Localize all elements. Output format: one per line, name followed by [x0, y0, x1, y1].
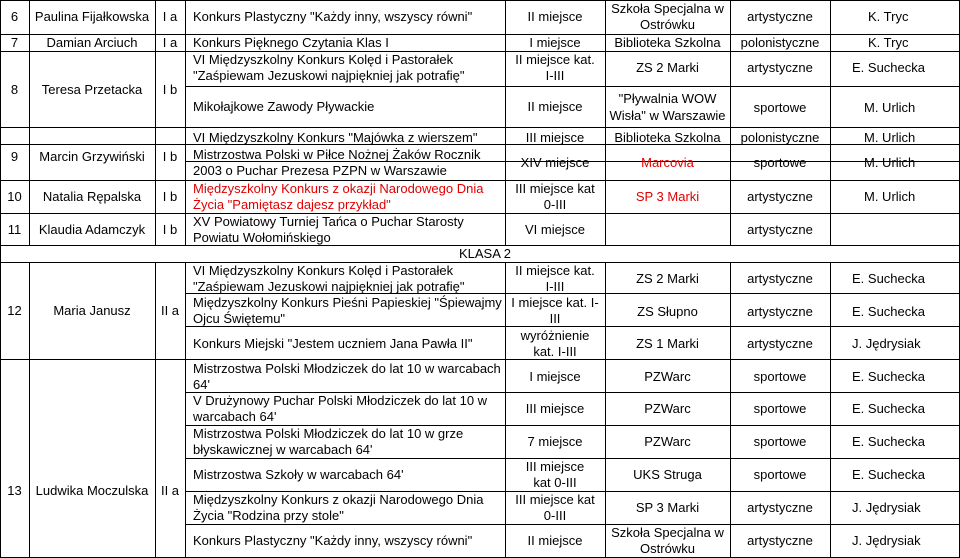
contest-name-line2: 2003 o Puchar Prezesa PZPN w Warszawie [193, 163, 447, 178]
placement-line2: kat. I-III [533, 344, 577, 359]
category: artystyczne [747, 271, 813, 286]
teacher: E. Suchecka [852, 467, 925, 482]
contest-name: V Drużynowy Puchar Polski Młodziczek do lat 10 w [193, 393, 488, 408]
class: I a [162, 35, 178, 50]
organizer: PZWarc [644, 434, 691, 449]
category: sportowe [753, 100, 807, 115]
class: II a [160, 483, 180, 498]
teacher: J. Jędrysiak [852, 533, 921, 548]
organizer: Szkoła Specjalna w [611, 1, 724, 16]
category: sportowe [753, 434, 807, 449]
contest-name-line2: Życia "Pamiętasz dajesz przykład" [193, 197, 391, 212]
category: polonistyczne [740, 35, 820, 50]
contest-name-line2: "Zaśpiewam Jezuskowi najpiękniej jak potrafię" [193, 279, 465, 294]
teacher: E. Suchecka [852, 434, 925, 449]
placement: II miejsce kat. [515, 52, 595, 67]
placement: II miejsce [527, 9, 583, 24]
row-number: 13 [7, 483, 22, 498]
teacher: M. Urlich [864, 189, 916, 204]
teacher: M. Urlich [864, 100, 916, 115]
contest-name-line2: warcabach 64' [193, 409, 277, 424]
category: artystyczne [747, 336, 813, 351]
placement-line2: I-III [545, 279, 565, 294]
organizer: ZS 2 Marki [636, 60, 699, 75]
row-number: 6 [10, 9, 19, 24]
category: artystyczne [747, 222, 813, 237]
row-number: 10 [7, 189, 22, 204]
contest-name: Konkurs Plastyczny "Każdy inny, wszyscy równi" [193, 9, 473, 24]
student-name: Maria Janusz [53, 303, 131, 318]
organizer: Biblioteka Szkolna [614, 35, 721, 50]
teacher: E. Suchecka [852, 60, 925, 75]
contest-name: Mistrzostwa Polski Młodziczek do lat 10 w warcabach [193, 361, 501, 376]
category: artystyczne [747, 500, 813, 515]
contest-name: VI Międzyszkolny Konkurs Kolęd i Pastorałek [193, 263, 454, 278]
row-number: 12 [7, 303, 22, 318]
contest-name: Mikołajkowe Zawody Pływackie [193, 99, 375, 114]
organizer: PZWarc [644, 401, 691, 416]
contest-name-line2: błyskawicznej w warcabach 64' [193, 442, 373, 457]
organizer: SP 3 Marki [635, 189, 700, 204]
placement: II miejsce [527, 99, 583, 114]
organizer: Biblioteka Szkolna [614, 130, 721, 145]
teacher: M. Urlich [864, 130, 916, 145]
placement: I miejsce kat. I- [511, 295, 599, 310]
contest-name-line2: Powiatu Wołomińskiego [193, 230, 331, 245]
contest-name: Konkurs Pięknego Czytania Klas I [193, 35, 389, 50]
placement: wyróżnienie [520, 328, 590, 343]
placement: III miejsce [525, 401, 585, 416]
organizer: UKS Struga [633, 467, 702, 482]
placement: I miejsce [529, 369, 581, 384]
organizer-line2: Ostrówku [640, 541, 695, 556]
contest-name: VI Międzyszkolny Konkurs "Majówka z wierszem" [193, 130, 478, 145]
teacher: E. Suchecka [852, 271, 925, 286]
category: artystyczne [747, 304, 813, 319]
contest-name: Mistrzostwa Polski w Piłce Nożnej Żaków Rocznik [193, 147, 481, 162]
contest-name: Konkurs Plastyczny "Każdy inny, wszyscy równi" [193, 533, 473, 548]
contest-name-line2: "Zaśpiewam Jezuskowi najpiękniej jak potrafię" [193, 68, 465, 83]
organizer: "Pływalnia WOW [618, 91, 717, 106]
student-name: Teresa Przetacka [41, 82, 143, 97]
class: I b [162, 82, 178, 97]
contest-name: Mistrzostwa Polski Młodziczek do lat 10 w grze [193, 426, 464, 441]
category: artystyczne [747, 9, 813, 24]
organizer: PZWarc [644, 369, 691, 384]
placement: III miejsce kat [515, 181, 595, 196]
student-name: Marcin Grzywiński [39, 149, 145, 164]
student-name: Natalia Rępalska [42, 189, 142, 204]
organizer-line2: Wisła" w Warszawie [609, 108, 726, 123]
contest-name: XV Powiatowy Turniej Tańca o Puchar Starosty [193, 214, 464, 229]
student-name: Paulina Fijałkowska [34, 9, 150, 24]
placement: III miejsce [525, 130, 585, 145]
teacher: J. Jędrysiak [852, 336, 921, 351]
organizer: Szkoła Specjalna w [611, 525, 724, 540]
contest-name-line2: Ojcu Świętemu" [193, 311, 286, 326]
placement: III miejsce kat [515, 492, 595, 507]
placement: I miejsce [529, 35, 581, 50]
organizer: SP 3 Marki [635, 500, 700, 515]
class: I b [162, 222, 178, 237]
contest-name: VI Międzyszkolny Konkurs Kolęd i Pastorałek [193, 52, 454, 67]
contest-name: Międzyszkolny Konkurs z okazji Narodowego Dnia [193, 181, 484, 196]
class: I b [162, 149, 178, 164]
class: II a [160, 303, 180, 318]
placement: II miejsce kat. [515, 263, 595, 278]
category: sportowe [753, 369, 807, 384]
contest-name-line2: 64' [193, 377, 210, 392]
placement-line2: kat 0-III [533, 475, 577, 490]
teacher: E. Suchecka [852, 401, 925, 416]
contest-name: Międzyszkolny Konkurs z okazji Narodowego Dnia [193, 492, 484, 507]
category: sportowe [753, 467, 807, 482]
placement: II miejsce [527, 533, 583, 548]
section-heading: KLASA 2 [458, 246, 512, 261]
row-number: 8 [10, 82, 19, 97]
placement-line2: III [549, 311, 561, 326]
category: artystyczne [747, 60, 813, 75]
class: I a [162, 9, 178, 24]
category: artystyczne [747, 189, 813, 204]
student-name: Ludwika Moczulska [35, 483, 149, 498]
placement: 7 miejsce [527, 434, 583, 449]
teacher: M. Urlich [864, 155, 916, 170]
student-name: Damian Arciuch [46, 35, 138, 50]
placement: III miejsce [525, 459, 585, 474]
placement-line2: 0-III [543, 197, 567, 212]
contest-name: Konkurs Miejski "Jestem uczniem Jana Pawła II" [193, 336, 473, 351]
organizer: ZS 2 Marki [636, 271, 699, 286]
student-name: Klaudia Adamczyk [38, 222, 146, 237]
organizer: ZS 1 Marki [636, 336, 699, 351]
teacher: E. Suchecka [852, 304, 925, 319]
placement-line2: I-III [545, 68, 565, 83]
placement-line2: 0-III [543, 508, 567, 523]
row-number: 9 [10, 149, 19, 164]
row-number: 7 [10, 35, 19, 50]
teacher: K. Tryc [868, 9, 909, 24]
row-number: 11 [7, 222, 22, 237]
category: sportowe [753, 155, 807, 170]
teacher: K. Tryc [868, 35, 909, 50]
category: polonistyczne [740, 130, 820, 145]
category: sportowe [753, 401, 807, 416]
teacher: J. Jędrysiak [852, 500, 921, 515]
placement: XIV miejsce [520, 155, 590, 170]
category: artystyczne [747, 533, 813, 548]
organizer: ZS Słupno [637, 304, 698, 319]
placement: VI miejsce [525, 222, 585, 237]
contest-name-line2: Życia "Rodzina przy stole" [193, 508, 344, 523]
class: I b [162, 189, 178, 204]
contest-name: Mistrzostwa Szkoły w warcabach 64' [193, 467, 404, 482]
organizer-line2: Ostrówku [640, 17, 695, 32]
teacher: E. Suchecka [852, 369, 925, 384]
organizer: Marcovia [641, 155, 694, 170]
contest-name: Międzyszkolny Konkurs Pieśni Papieskiej "Śpiewajmy [193, 295, 502, 310]
